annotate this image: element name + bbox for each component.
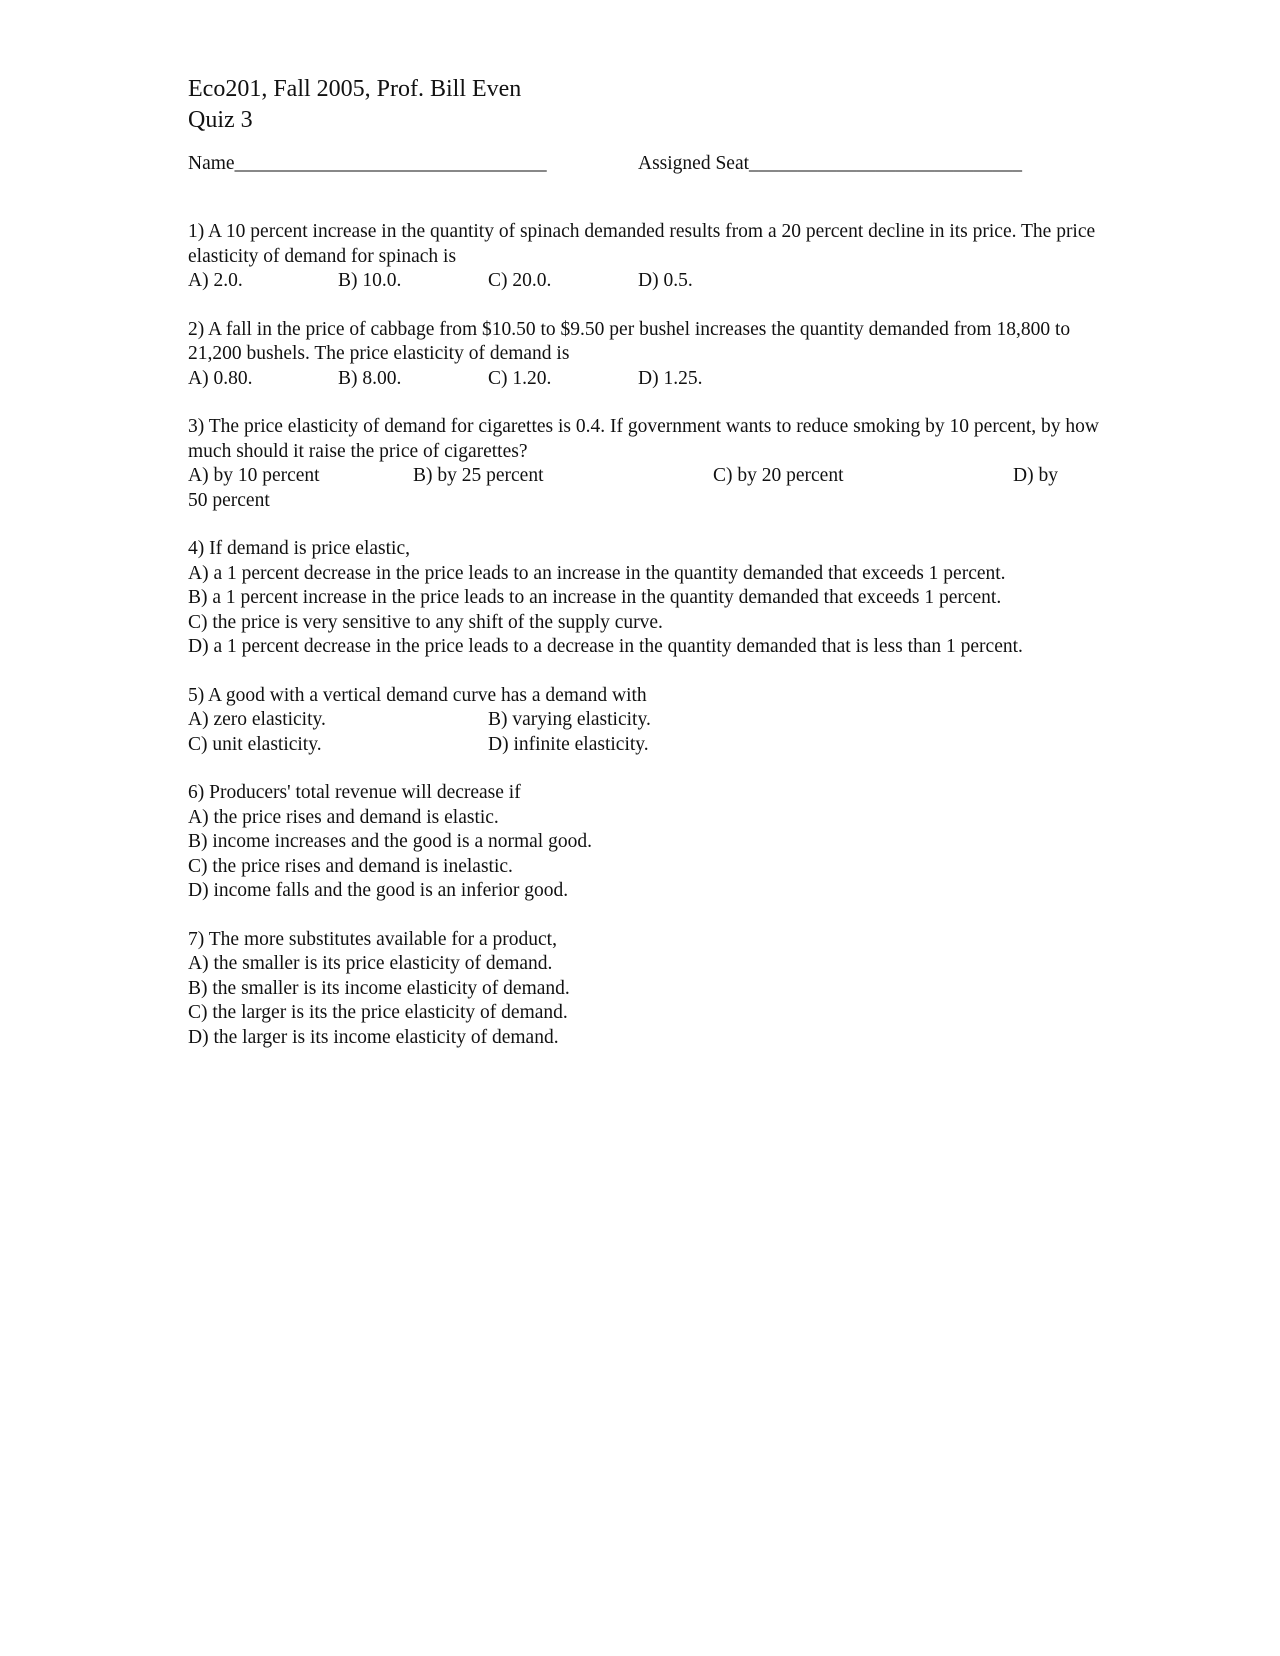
question-3-option-d-continued: 50 percent bbox=[188, 489, 270, 511]
question-6-option-c: C) the price rises and demand is inelastic. bbox=[188, 855, 513, 877]
question-2-option-b: B) 8.00. bbox=[338, 367, 402, 389]
name-blank: ________________________________ bbox=[234, 153, 547, 174]
question-4-option-c: C) the price is very sensitive to any shift of the supply curve. bbox=[188, 611, 663, 633]
question-2-text: 2) A fall in the price of cabbage from $10.50 to $9.50 per bushel increases the quantity demanded from 18,800 to 21,200 bushels. The price elasticity of demand is bbox=[188, 318, 1071, 364]
question-6-option-a: A) the price rises and demand is elastic. bbox=[188, 806, 499, 828]
question-3 bbox=[188, 415, 1108, 513]
question-5-options-row-2 bbox=[188, 733, 1108, 758]
question-6-text: 6) Producers' total revenue will decrease if bbox=[188, 782, 521, 803]
question-1-text: 1) A 10 percent increase in the quantity of spinach demanded results from a 20 percent decline in its price. The price elasticity of demand for spinach is bbox=[188, 221, 1096, 267]
question-5-text: 5) A good with a vertical demand curve has a demand with bbox=[188, 684, 647, 706]
question-5-option-c: C) unit elasticity. bbox=[188, 733, 322, 755]
question-4-text: 4) If demand is price elastic, bbox=[188, 538, 410, 559]
question-5-option-b: B) varying elasticity. bbox=[488, 709, 651, 730]
name-seat-row bbox=[188, 152, 1108, 180]
question-6-option-b: B) income increases and the good is a normal good. bbox=[188, 831, 592, 852]
name-field[interactable] bbox=[188, 152, 547, 176]
question-1 bbox=[188, 220, 1108, 294]
question-3-option-c: C) by 20 percent bbox=[713, 465, 844, 486]
assigned-seat-label: Assigned Seat bbox=[638, 153, 750, 174]
question-1-option-a: A) 2.0. bbox=[188, 270, 243, 291]
quiz-page bbox=[188, 74, 1108, 1050]
question-4-option-d: D) a 1 percent decrease in the price leads to a decrease in the quantity demanded that is less than 1 percent. bbox=[188, 636, 1023, 657]
question-2-option-c: C) 1.20. bbox=[488, 367, 552, 389]
question-7-option-b: B) the smaller is its income elasticity of demand. bbox=[188, 977, 570, 999]
question-3-text: 3) The price elasticity of demand for cigarettes is 0.4. If government wants to reduce smoking by 10 percent, by how much should it raise the price of cigarettes? bbox=[188, 416, 1099, 462]
question-4 bbox=[188, 537, 1108, 660]
question-1-option-c: C) 20.0. bbox=[488, 270, 552, 291]
question-3-option-a: A) by 10 percent bbox=[188, 465, 320, 486]
question-2-option-a: A) 0.80. bbox=[188, 367, 253, 389]
question-2-option-d: D) 1.25. bbox=[638, 367, 703, 389]
question-1-option-d: D) 0.5. bbox=[638, 270, 693, 291]
question-5-option-d: D) infinite elasticity. bbox=[488, 733, 649, 755]
question-4-option-a: A) a 1 percent decrease in the price leads to an increase in the quantity demanded that exceeds 1 percent. bbox=[188, 562, 1006, 584]
assigned-seat-field[interactable] bbox=[638, 152, 1022, 176]
question-1-options bbox=[188, 269, 1108, 294]
assigned-seat-blank: ____________________________ bbox=[749, 153, 1023, 174]
question-5-option-a: A) zero elasticity. bbox=[188, 709, 326, 730]
question-7-option-a: A) the smaller is its price elasticity of demand. bbox=[188, 953, 553, 974]
question-7-option-c: C) the larger is its the price elasticity of demand. bbox=[188, 1002, 568, 1023]
question-7 bbox=[188, 928, 1108, 1051]
question-4-option-b: B) a 1 percent increase in the price leads to an increase in the quantity demanded that exceeds 1 percent. bbox=[188, 587, 1002, 608]
question-3-option-b: B) by 25 percent bbox=[413, 465, 544, 486]
question-2-options bbox=[188, 367, 1108, 392]
name-label: Name bbox=[188, 153, 235, 174]
question-6-option-d: D) income falls and the good is an inferior good. bbox=[188, 880, 569, 901]
question-1-option-b: B) 10.0. bbox=[338, 270, 402, 291]
question-3-options bbox=[188, 464, 1108, 489]
question-5-options-row-1 bbox=[188, 708, 1108, 733]
question-3-option-d: D) by bbox=[1013, 465, 1058, 486]
course-title: Eco201, Fall 2005, Prof. Bill Even bbox=[188, 76, 522, 102]
question-5 bbox=[188, 684, 1108, 758]
question-2 bbox=[188, 318, 1108, 392]
question-7-option-d: D) the larger is its income elasticity of demand. bbox=[188, 1026, 559, 1048]
quiz-title: Quiz 3 bbox=[188, 107, 253, 133]
question-7-text: 7) The more substitutes available for a product, bbox=[188, 928, 557, 950]
question-6 bbox=[188, 781, 1108, 904]
